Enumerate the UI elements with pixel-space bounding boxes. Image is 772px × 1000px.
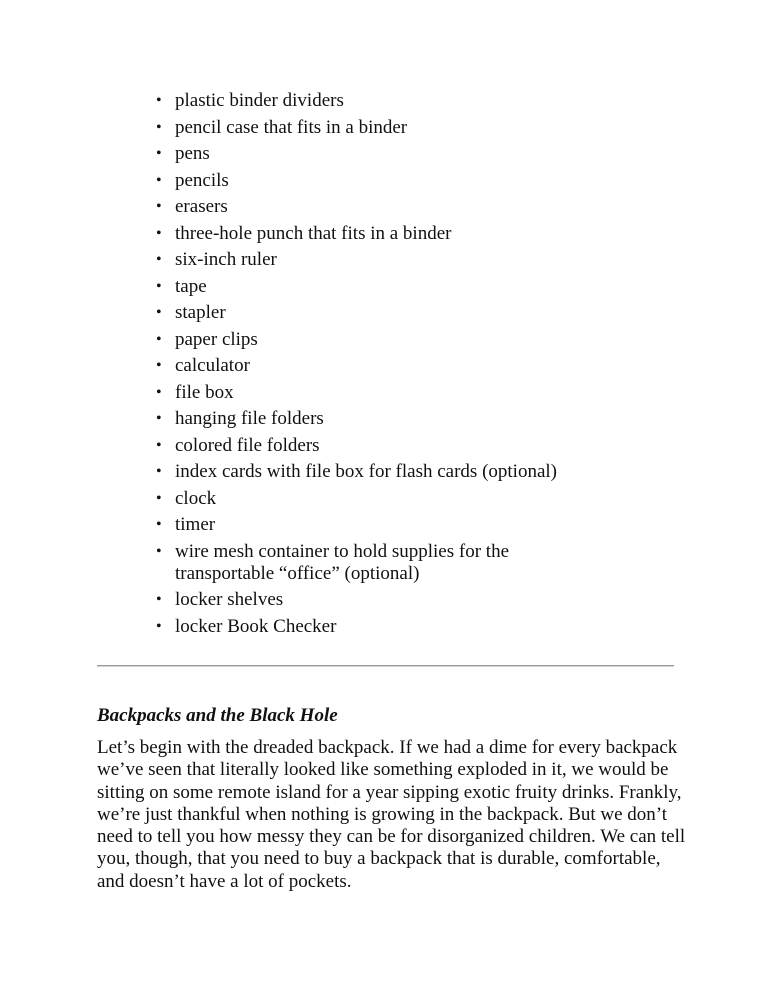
- list-item-text: hanging file folders: [175, 408, 324, 429]
- list-item: [153, 196, 693, 218]
- bullet-icon: •: [156, 251, 162, 268]
- list-item-text: three-hole punch that fits in a binder: [175, 222, 452, 244]
- bullet-icon: •: [156, 224, 162, 242]
- list-item: [153, 616, 693, 638]
- horizontal-divider: [97, 665, 674, 667]
- bullet-icon: •: [156, 304, 162, 321]
- list-item: [153, 276, 693, 298]
- bullet-icon: •: [156, 436, 162, 454]
- list-item-text: tape: [175, 275, 207, 297]
- bullet-icon: •: [156, 330, 162, 348]
- list-item: [153, 355, 693, 377]
- list-item: [153, 514, 693, 536]
- list-item-text: clock: [175, 487, 217, 509]
- list-item: [153, 90, 693, 112]
- list-item-text: paper clips: [175, 328, 258, 350]
- list-item-text: wire mesh container to hold supplies for the transportable “office” (optional): [175, 540, 510, 584]
- bullet-icon: •: [156, 383, 162, 401]
- list-item-text: pens: [175, 143, 210, 164]
- bullet-icon: •: [156, 463, 162, 480]
- list-item-text: index cards with file box for flash cards (optional): [175, 461, 557, 482]
- bullet-icon: •: [156, 357, 162, 374]
- list-item-text: plastic binder dividers: [175, 90, 344, 111]
- list-item: [153, 223, 693, 245]
- bullet-icon: •: [156, 516, 162, 533]
- list-item-text: colored file folders: [175, 434, 320, 456]
- list-item-text: calculator: [175, 355, 250, 376]
- list-item: [153, 488, 693, 510]
- list-item: [153, 302, 693, 324]
- list-item: [153, 170, 693, 192]
- list-item-text: stapler: [175, 302, 226, 323]
- list-item: [153, 382, 693, 404]
- list-item: [153, 408, 693, 430]
- list-item: [153, 435, 693, 457]
- list-item-text: file box: [175, 381, 234, 403]
- bullet-icon: •: [156, 118, 162, 136]
- list-item: [153, 461, 693, 483]
- bullet-icon: •: [156, 277, 162, 295]
- bullet-icon: •: [156, 171, 162, 189]
- list-item-text: six-inch ruler: [175, 249, 277, 270]
- list-item-text: erasers: [175, 196, 228, 217]
- list-item-text: locker shelves: [175, 589, 284, 610]
- bullet-icon: •: [156, 617, 162, 635]
- bullet-icon: •: [156, 591, 162, 608]
- bullet-icon: •: [156, 542, 162, 560]
- list-item: [153, 117, 693, 139]
- bullet-icon: •: [156, 410, 162, 427]
- list-item: [153, 541, 693, 585]
- supply-list: [153, 90, 693, 642]
- list-item-text: pencil case that fits in a binder: [175, 116, 408, 138]
- section-heading: Backpacks and the Black Hole: [97, 705, 338, 726]
- bullet-icon: •: [156, 145, 162, 162]
- body-paragraph: Let’s begin with the dreaded backpack. If we had a dime for every backpack we’ve seen that literally looked like something exploded in it, we would be sitting on some remote island for a year sipping exotic fruity drinks. Frankly, we’re just thankful when nothing is growing in the backpack. But we don’t need to tell you how messy they can be for disorganized children. We can tell you, though, that you need to buy a backpack that is durable, comfortable, and doesn’t have a lot of pockets.: [97, 737, 686, 892]
- list-item: [153, 249, 693, 271]
- list-item-text: pencils: [175, 169, 229, 191]
- bullet-icon: •: [156, 489, 162, 507]
- list-item: [153, 589, 693, 611]
- bullet-icon: •: [156, 198, 162, 215]
- bullet-icon: •: [156, 92, 162, 109]
- list-item-text: timer: [175, 514, 216, 535]
- list-item: [153, 329, 693, 351]
- list-item-text: locker Book Checker: [175, 615, 337, 637]
- list-item: [153, 143, 693, 165]
